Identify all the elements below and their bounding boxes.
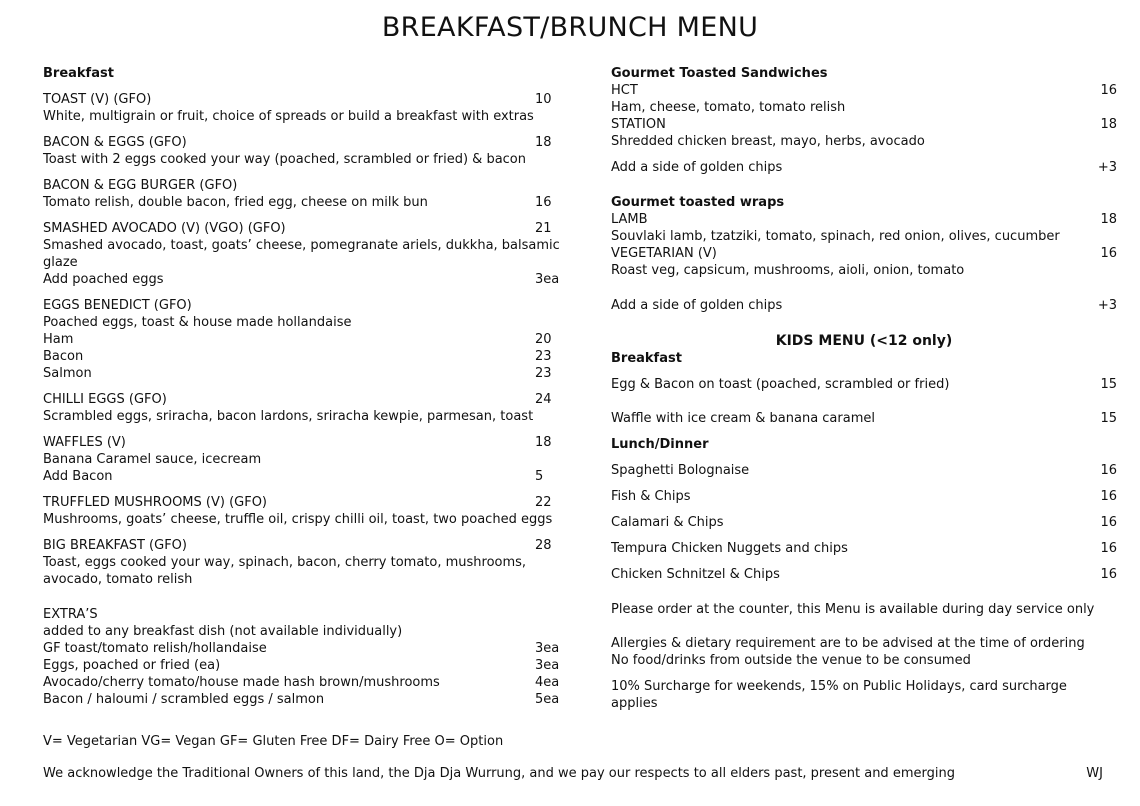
kids-item	[611, 540, 1117, 557]
item-name: TRUFFLED MUSHROOMS (V) (GFO)	[43, 495, 267, 510]
kids-item	[611, 488, 1117, 505]
kids-item	[611, 566, 1117, 583]
addon-name: Add Bacon	[43, 469, 113, 484]
breakfast-column	[43, 65, 563, 708]
item-price: 16	[1100, 541, 1117, 556]
item-description: Ham, cheese, tomato, tomato relish	[611, 100, 846, 115]
extra-price: 3ea	[535, 658, 560, 673]
allergies-note: Allergies & dietary requirement are to be advised at the time of ordering	[611, 636, 1085, 651]
item-name: BACON & EGG BURGER (GFO)	[43, 178, 238, 193]
item-name: Tempura Chicken Nuggets and chips	[611, 541, 848, 556]
item-price: 16	[1100, 463, 1117, 478]
wraps-section	[611, 194, 1117, 314]
menu-item-waffles	[43, 434, 563, 485]
dietary-legend: V= Vegetarian VG= Vegan GF= Gluten Free DF= Dairy Free O= Option	[43, 734, 504, 749]
side-price: +3	[1097, 160, 1117, 175]
item-price: 16	[1100, 567, 1117, 582]
menu-item-bacon-eggs	[43, 134, 563, 168]
addon-name: Add poached eggs	[43, 272, 164, 287]
item-price: 18	[535, 135, 552, 150]
menu-title: BREAKFAST/BRUNCH MENU	[381, 12, 759, 43]
side-name: Add a side of golden chips	[611, 160, 783, 175]
extra-row	[43, 691, 563, 708]
kids-item	[611, 462, 1117, 479]
kids-item	[611, 376, 1117, 393]
addon-price: 5	[535, 469, 544, 484]
item-description: Banana Caramel sauce, icecream	[43, 452, 262, 467]
menu-item-benedict	[43, 297, 563, 382]
item-description-cont: glaze	[43, 255, 78, 270]
item-name: WAFFLES (V)	[43, 435, 126, 450]
section-heading-wraps: Gourmet toasted wraps	[611, 195, 785, 210]
option-price: 20	[535, 332, 552, 347]
menu-item-burger	[43, 177, 563, 211]
extras-section	[43, 606, 563, 708]
notes-section	[611, 601, 1117, 712]
item-price: 15	[1100, 377, 1117, 392]
side-price: +3	[1097, 298, 1117, 313]
item-description: Scrambled eggs, sriracha, bacon lardons, sriracha kewpie, parmesan, toast	[43, 409, 534, 424]
item-name: CHILLI EGGS (GFO)	[43, 392, 167, 407]
item-description: Toast with 2 eggs cooked your way (poached, scrambled or fried) & bacon	[43, 152, 526, 167]
item-name: BIG BREAKFAST (GFO)	[43, 538, 187, 553]
kids-menu-section	[611, 332, 1117, 583]
kids-item	[611, 514, 1117, 531]
acknowledgement-text: We acknowledge the Traditional Owners of this land, the Dja Dja Wurrung, and we pay our respects to all elders past, present and emerging	[43, 766, 955, 781]
item-description: Souvlaki lamb, tzatziki, tomato, spinach, red onion, olives, cucumber	[611, 229, 1060, 244]
item-description: Tomato relish, double bacon, fried egg, cheese on milk bun	[43, 195, 428, 210]
item-name: VEGETARIAN (V)	[611, 246, 717, 261]
item-name: Waffle with ice cream & banana caramel	[611, 411, 875, 426]
item-description: Smashed avocado, toast, goats’ cheese, pomegranate ariels, dukkha, balsamic	[43, 238, 560, 253]
item-description: Roast veg, capsicum, mushrooms, aioli, onion, tomato	[611, 263, 965, 278]
item-name: SMASHED AVOCADO (V) (VGO) (GFO)	[43, 221, 286, 236]
option-name: Bacon	[43, 349, 84, 364]
item-price: 16	[535, 195, 552, 210]
menu-item-toast	[43, 91, 563, 125]
extras-note: added to any breakfast dish (not available individually)	[43, 624, 403, 639]
outside-food-note: No food/drinks from outside the venue to be consumed	[611, 653, 971, 668]
menu-item-mushrooms	[43, 494, 563, 528]
acknowledgement-row	[43, 765, 1103, 782]
addon-price: 3ea	[535, 272, 560, 287]
kids-item	[611, 410, 1117, 427]
section-heading-breakfast: Breakfast	[43, 66, 114, 81]
extra-name: Eggs, poached or fried (ea)	[43, 658, 221, 673]
item-price: 24	[535, 392, 552, 407]
item-price: 18	[535, 435, 552, 450]
item-price: 16	[1100, 489, 1117, 504]
item-price: 18	[1100, 212, 1117, 227]
item-description: Shredded chicken breast, mayo, herbs, avocado	[611, 134, 925, 149]
item-price: 28	[535, 538, 552, 553]
item-price: 16	[1100, 515, 1117, 530]
item-name: Egg & Bacon on toast (poached, scrambled or fried)	[611, 377, 950, 392]
item-price: 16	[1100, 83, 1117, 98]
item-name: Calamari & Chips	[611, 515, 724, 530]
extra-row	[43, 657, 563, 674]
option-row	[43, 331, 563, 348]
item-price: 22	[535, 495, 552, 510]
item-name: Fish & Chips	[611, 489, 691, 504]
item-description: Mushrooms, goats’ cheese, truffle oil, crispy chilli oil, toast, two poached eggs	[43, 512, 553, 527]
author-initials: WJ	[1086, 766, 1103, 781]
kids-lunch-heading: Lunch/Dinner	[611, 437, 709, 452]
item-price: 16	[1100, 246, 1117, 261]
item-price: 10	[535, 92, 552, 107]
extra-name: Bacon / haloumi / scrambled eggs / salmon	[43, 692, 325, 707]
item-name: Spaghetti Bolognaise	[611, 463, 750, 478]
extra-row	[43, 674, 563, 691]
item-name: HCT	[611, 83, 638, 98]
item-description: White, multigrain or fruit, choice of spreads or build a breakfast with extras	[43, 109, 534, 124]
extra-row	[43, 640, 563, 657]
extra-price: 4ea	[535, 675, 560, 690]
item-price: 21	[535, 221, 552, 236]
option-price: 23	[535, 366, 552, 381]
extra-name: GF toast/tomato relish/hollandaise	[43, 641, 267, 656]
kids-menu-title: KIDS MENU (<12 only)	[775, 333, 953, 349]
section-heading-sandwiches: Gourmet Toasted Sandwiches	[611, 66, 828, 81]
option-row	[43, 348, 563, 365]
item-price: 15	[1100, 411, 1117, 426]
extra-price: 5ea	[535, 692, 560, 707]
item-price: 18	[1100, 117, 1117, 132]
item-name: EGGS BENEDICT (GFO)	[43, 298, 192, 313]
sandwiches-section	[611, 65, 1117, 176]
extra-price: 3ea	[535, 641, 560, 656]
option-name: Ham	[43, 332, 74, 347]
option-row	[43, 365, 563, 382]
side-name: Add a side of golden chips	[611, 298, 783, 313]
menu-item-avocado	[43, 220, 563, 288]
item-name: TOAST (V) (GFO)	[43, 92, 152, 107]
item-description: Poached eggs, toast & house made hollandaise	[43, 315, 352, 330]
option-name: Salmon	[43, 366, 92, 381]
item-description: Toast, eggs cooked your way, spinach, bacon, cherry tomato, mushrooms,	[43, 555, 527, 570]
option-price: 23	[535, 349, 552, 364]
surcharge-note: 10% Surcharge for weekends, 15% on Public Holidays, card surcharge applies	[611, 679, 1067, 711]
order-note: Please order at the counter, this Menu is available during day service only	[611, 602, 1095, 617]
item-name: Chicken Schnitzel & Chips	[611, 567, 780, 582]
item-name: STATION	[611, 117, 666, 132]
item-name: LAMB	[611, 212, 648, 227]
item-name: BACON & EGGS (GFO)	[43, 135, 187, 150]
item-description-cont: avocado, tomato relish	[43, 572, 193, 587]
extras-heading: EXTRA’S	[43, 607, 98, 622]
extra-name: Avocado/cherry tomato/house made hash brown/mushrooms	[43, 675, 440, 690]
menu-item-chilli-eggs	[43, 391, 563, 425]
right-column	[611, 65, 1117, 712]
menu-item-big-breakfast	[43, 537, 563, 588]
kids-breakfast-heading: Breakfast	[611, 351, 682, 366]
